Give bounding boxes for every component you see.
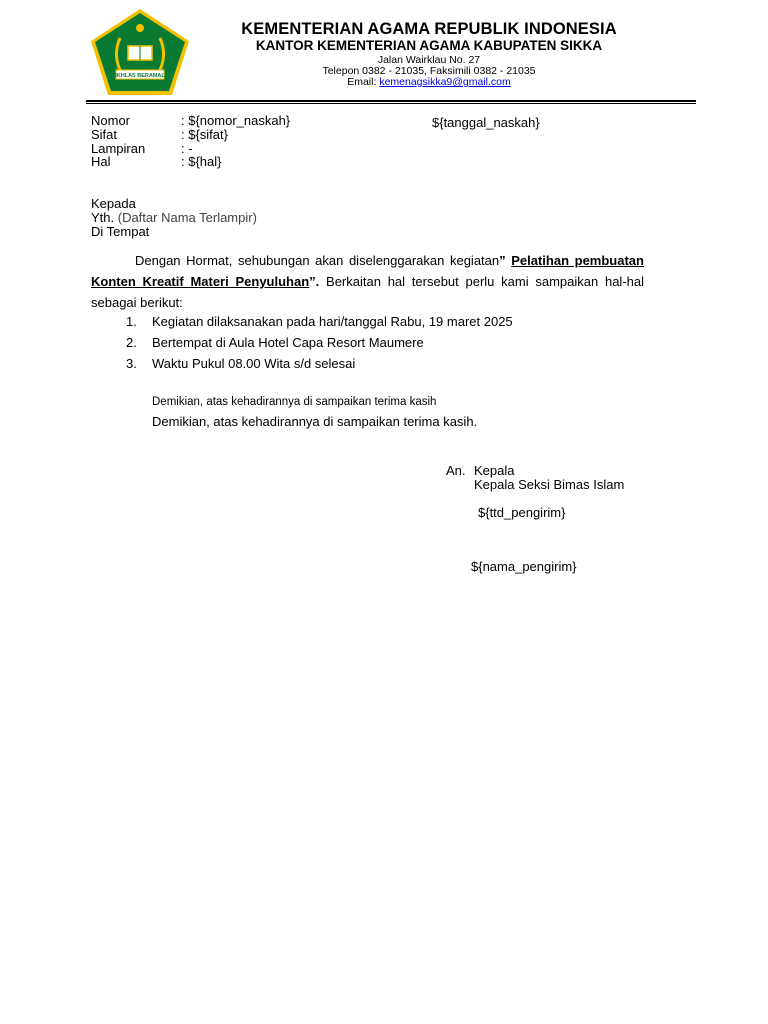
- office-street: Jalan Wairklau No. 27: [377, 54, 481, 66]
- logo-motto: IKHLAS BERAMAL: [115, 73, 165, 79]
- letter-date: ${tanggal_naskah}: [432, 115, 540, 130]
- list-item: Waktu Pukul 08.00 Wita s/d selesai: [152, 356, 356, 371]
- recipient-line: [91, 210, 257, 225]
- list-item-number: 2.: [126, 335, 137, 350]
- office-phone: Telepon 0382 - 21035, Faksimili 0382 - 21035: [322, 65, 536, 77]
- signer-name: ${nama_pengirim}: [471, 559, 577, 574]
- closing-small: Demikian, atas kehadirannya di sampaikan terima kasih: [152, 396, 437, 408]
- hal-label: Hal: [91, 154, 111, 169]
- ministry-name: KEMENTERIAN AGAMA REPUBLIK INDONESIA: [241, 20, 617, 38]
- body-after: Berkaitan hal tersebut perlu kami sampaikan hal-hal sebagai berikut:: [91, 274, 644, 310]
- recipient-kepada: Kepada: [91, 196, 136, 211]
- list-item: Bertempat di Aula Hotel Capa Resort Maumere: [152, 335, 424, 350]
- lampiran-value: : -: [181, 141, 193, 156]
- body-paragraph: [91, 250, 644, 313]
- header-rule-thin: [86, 103, 696, 104]
- signature-an: An.: [446, 463, 466, 478]
- nomor-value: : ${nomor_naskah}: [181, 113, 291, 128]
- closing-text: Demikian, atas kehadirannya di sampaikan terima kasih.: [152, 414, 478, 429]
- email-label: Email:: [347, 76, 380, 88]
- recipient-list: (Daftar Nama Terlampir): [114, 210, 257, 225]
- body-intro: Dengan Hormat, sehubungan akan diselenggarakan kegiatan: [135, 253, 500, 268]
- lampiran-label: Lampiran: [91, 141, 146, 156]
- header-rule-thick: [86, 100, 696, 102]
- office-name: KANTOR KEMENTERIAN AGAMA KABUPATEN SIKKA: [255, 38, 603, 53]
- quote-open: ”: [499, 253, 512, 268]
- list-item-number: 3.: [126, 356, 137, 371]
- sifat-label: Sifat: [91, 127, 118, 142]
- office-email-line: [190, 76, 668, 88]
- recipient-place: Di Tempat: [91, 224, 150, 239]
- email-link[interactable]: kemenagsikka9@gmail.com: [379, 76, 511, 88]
- event-name: Pelatihan pembuatan Konten Kreatif Materi Penyuluhan: [91, 253, 644, 289]
- list-item: Kegiatan dilaksanakan pada hari/tanggal Rabu, 19 maret 2025: [152, 314, 513, 329]
- signature-title: Kepala Seksi Bimas Islam: [474, 477, 625, 492]
- signature-placeholder: ${ttd_pengirim}: [478, 505, 566, 520]
- ministry-logo: [90, 8, 190, 96]
- signature-kepala: Kepala: [474, 463, 515, 478]
- sifat-value: : ${sifat}: [181, 127, 228, 142]
- recipient-yth: Yth.: [91, 210, 115, 225]
- logo-star: [136, 24, 144, 32]
- nomor-label: Nomor: [91, 113, 131, 128]
- hal-value: : ${hal}: [181, 154, 222, 169]
- quote-close: ”.: [309, 274, 320, 289]
- list-item-number: 1.: [126, 314, 137, 329]
